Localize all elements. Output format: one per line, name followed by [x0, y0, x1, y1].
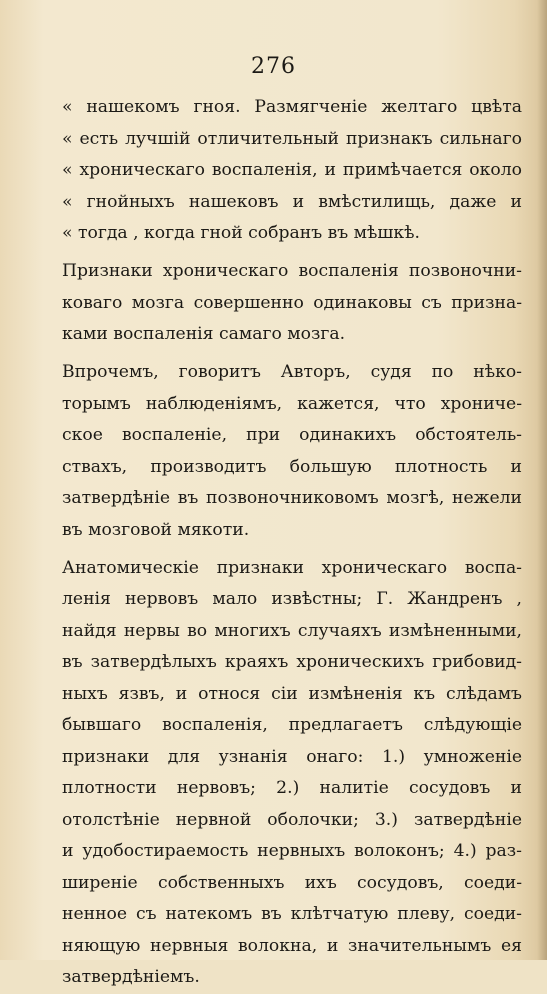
text-line: и удобостираемость нервныхъ волоконъ; 4.) раз- [62, 841, 522, 861]
paragraph [62, 357, 522, 546]
text-line: плотности нервовъ; 2.) налитіе сосудовъ и [62, 778, 522, 798]
text-line: ширеніе собственныхъ ихъ сосудовъ, соеди- [62, 872, 522, 893]
text-line: найдя нервы во многихъ случаяхъ измѣненными, [62, 620, 522, 641]
text-line: « хроническаго воспаленія, и примѣчается около [62, 160, 522, 180]
text-line: ныхъ язвъ, и относя сіи измѣненія къ слѣдамъ [62, 683, 522, 704]
text-line: Признаки хроническаго воспаленія позвоночни- [62, 261, 522, 281]
paragraph [62, 256, 522, 351]
text-line: коваго мозга совершенно одинаковы съ призна- [62, 292, 522, 313]
text-line: затвердѣніе въ позвоночниковомъ мозгѣ, нежели [62, 488, 522, 508]
text-line: ское воспаленіе, при одинакихъ обстоятель- [62, 425, 522, 445]
text-line: « нашекомъ гноя. Размягченіе желтаго цвѣта [62, 97, 522, 117]
text-line: « тогда , когда гной собранъ въ мѣшкѣ. [62, 223, 420, 243]
text-line: торымъ наблюденіямъ, кажется, что хрониче- [62, 393, 522, 414]
text-line: ненное съ натекомъ въ клѣтчатую плеву, соеди- [62, 904, 522, 924]
text-line: ленія нервовъ мало извѣстны; Г. Жандренъ , [62, 589, 522, 609]
text-line: въ затвердѣлыхъ краяхъ хроническихъ грибовид- [62, 652, 522, 672]
text-line: бывшаго воспаленія, предлагаетъ слѣдующіе [62, 715, 522, 735]
body-text [62, 92, 522, 994]
page-number: 276 [251, 54, 296, 79]
text-line: затвердѣніемъ. [62, 967, 200, 987]
text-line: отолстѣніе нервной оболочки; 3.) затвердѣніе [62, 809, 522, 830]
text-line: Впрочемъ, говоритъ Авторъ, судя по нѣко- [62, 362, 522, 382]
paragraph-quote [62, 92, 522, 250]
text-line: въ мозговой мякоти. [62, 519, 250, 540]
text-line: ствахъ, производитъ большую плотность и [62, 456, 522, 477]
text-line: ками воспаленія самаго мозга. [62, 324, 346, 344]
page-edge-shadow [537, 0, 547, 960]
text-line: признаки для узнанія онаго: 1.) умноженіе [62, 746, 522, 767]
text-line: « есть лучшій отличительный признакъ сильнаго [62, 128, 522, 149]
text-line: « гнойныхъ нашековъ и вмѣстилищь, даже и [62, 191, 522, 212]
text-line: няющую нервныя волокна, и значительнымъ ея [62, 935, 522, 956]
text-line: Анатомическіе признаки хроническаго воспа- [62, 557, 522, 578]
paragraph [62, 553, 522, 994]
